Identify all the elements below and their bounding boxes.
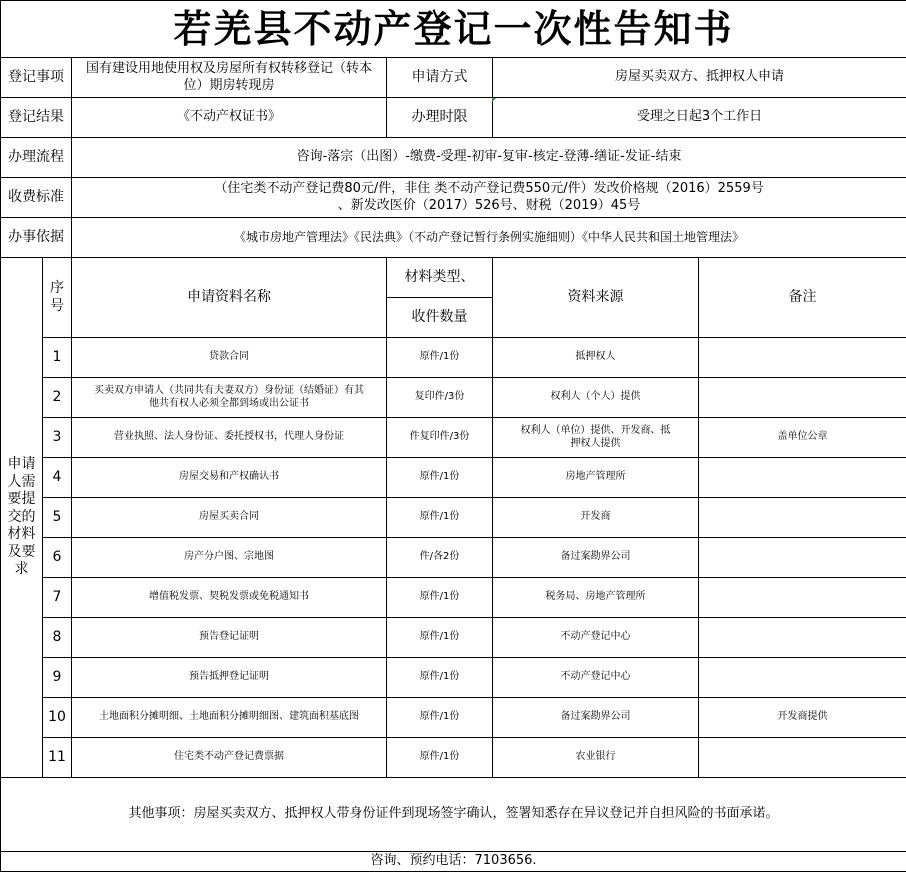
row-material-type: 原件/1份 [387,618,493,658]
row-material-source: 不动产登记中心 [493,658,699,698]
row-material-type: 复印件/3份 [387,378,493,418]
row-material-name: 增值税发票、契税发票或免税通知书 [72,578,387,618]
col-seq-header: 序号 [43,258,72,338]
row-material-note [699,458,906,498]
fee-label: 收费标准 [1,178,72,218]
application-method-label: 申请方式 [387,58,493,98]
row-seq: 1 [43,338,72,378]
row-material-note [699,498,906,538]
row-material-source: 备过案勘界公司 [493,538,699,578]
table-row [1,418,906,458]
row-seq: 5 [43,498,72,538]
row-material-type: 原件/1份 [387,338,493,378]
row-material-name: 预告抵押登记证明 [72,658,387,698]
row-seq: 9 [43,658,72,698]
row-material-type: 原件/1份 [387,498,493,538]
row-material-note [699,658,906,698]
row-material-type: 原件/1份 [387,578,493,618]
registration-matter-value: 国有建设用地使用权及房屋所有权转移登记（转本位）期房转现房 [72,58,387,98]
row-material-name: 住宅类不动产登记费票据 [72,738,387,778]
row-seq: 11 [43,738,72,778]
row-seq: 10 [43,698,72,738]
row-material-note [699,618,906,658]
col-source-header: 资料来源 [493,258,699,338]
table-row [1,458,906,498]
materials-side-label: 申请人需要提交的材料及要求 [1,258,43,778]
col-type-header-top: 材料类型、 [387,258,493,298]
registration-result-value: 《不动产权证书》 [72,98,387,138]
row-seq: 6 [43,538,72,578]
row-seq: 8 [43,618,72,658]
row-material-source: 开发商 [493,498,699,538]
registration-result-label: 登记结果 [1,98,72,138]
table-row [1,578,906,618]
row-seq: 3 [43,418,72,458]
row-material-type: 原件/1份 [387,738,493,778]
row-material-note [699,538,906,578]
row-material-source: 房地产管理所 [493,458,699,498]
table-row [1,738,906,778]
row-material-name: 土地面积分摊明细、土地面积分摊明细图、建筑面积基底图 [72,698,387,738]
table-row [1,338,906,378]
row-seq: 4 [43,458,72,498]
row-material-name: 房产分户图、宗地图 [72,538,387,578]
row-material-type: 件复印件/3份 [387,418,493,458]
row-material-type: 原件/1份 [387,698,493,738]
row-material-source: 权利人（个人）提供 [493,378,699,418]
cell-comment-marker [492,98,496,102]
row-material-source: 备过案勘界公司 [493,698,699,738]
row-material-type: 原件/1份 [387,458,493,498]
row-material-type: 件/各2份 [387,538,493,578]
row-material-source: 农业银行 [493,738,699,778]
table-row [1,538,906,578]
row-material-name: 房屋买卖合同 [72,498,387,538]
application-method-value: 房屋买卖双方、抵押权人申请 [493,58,906,98]
row-material-note: 开发商提供 [699,698,906,738]
processing-time-value: 受理之日起3个工作日 [493,98,906,138]
basis-label: 办事依据 [1,218,72,258]
row-material-source: 抵押权人 [493,338,699,378]
contact-line: 咨询、预约电话：7103656. [1,852,906,872]
row-seq: 2 [43,378,72,418]
row-material-name: 房屋交易和产权确认书 [72,458,387,498]
basis-value: 《城市房地产管理法》《民法典》（不动产登记暂行条例实施细则）《中华人民共和国土地管理法》 [72,218,906,258]
fee-line-1: （住宅类不动产登记费80元/件，非住 类不动产登记费550元/件）发改价格规（2016）2559号 [74,181,904,197]
row-material-note [699,578,906,618]
row-material-source: 税务局、房地产管理所 [493,578,699,618]
table-row [1,658,906,698]
col-note-header: 备注 [699,258,906,338]
fee-line-2: 、新发改医价（2017）526号、财税（2019）45号 [74,198,904,214]
fee-value [72,178,906,218]
row-material-name: 贷款合同 [72,338,387,378]
table-row [1,698,906,738]
row-material-type: 原件/1份 [387,658,493,698]
row-material-source: 不动产登记中心 [493,618,699,658]
row-material-note [699,378,906,418]
other-matters: 其他事项：房屋买卖双方、抵押权人带身份证件到现场签字确认，签署知悉存在异议登记并自担风险的书面承诺。 [1,778,906,852]
row-material-source: 权利人（单位）提供、开发商、抵押权人提供 [493,418,699,458]
row-material-note [699,338,906,378]
table-row [1,498,906,538]
row-material-note [699,738,906,778]
row-seq: 7 [43,578,72,618]
row-material-note: 盖单位公章 [699,418,906,458]
processing-time-label: 办理时限 [387,98,493,138]
table-row [1,618,906,658]
document-title: 若羌县不动产登记一次性告知书 [1,1,906,58]
process-value: 咨询-落宗（出图）-缴费-受理-初审-复审-核定-登薄-缮证-发证-结束 [72,138,906,178]
col-name-header: 申请资料名称 [72,258,387,338]
registration-matter-label: 登记事项 [1,58,72,98]
col-type-header-bottom: 收件数量 [387,298,493,338]
row-material-name: 营业执照、法人身份证、委托授权书，代理人身份证 [72,418,387,458]
row-material-name: 买卖双方申请人（共同共有夫妻双方）身份证（结婚证）有其他共有权人必须全都到场或出公证书 [72,378,387,418]
process-label: 办理流程 [1,138,72,178]
row-material-name: 预告登记证明 [72,618,387,658]
table-row [1,378,906,418]
